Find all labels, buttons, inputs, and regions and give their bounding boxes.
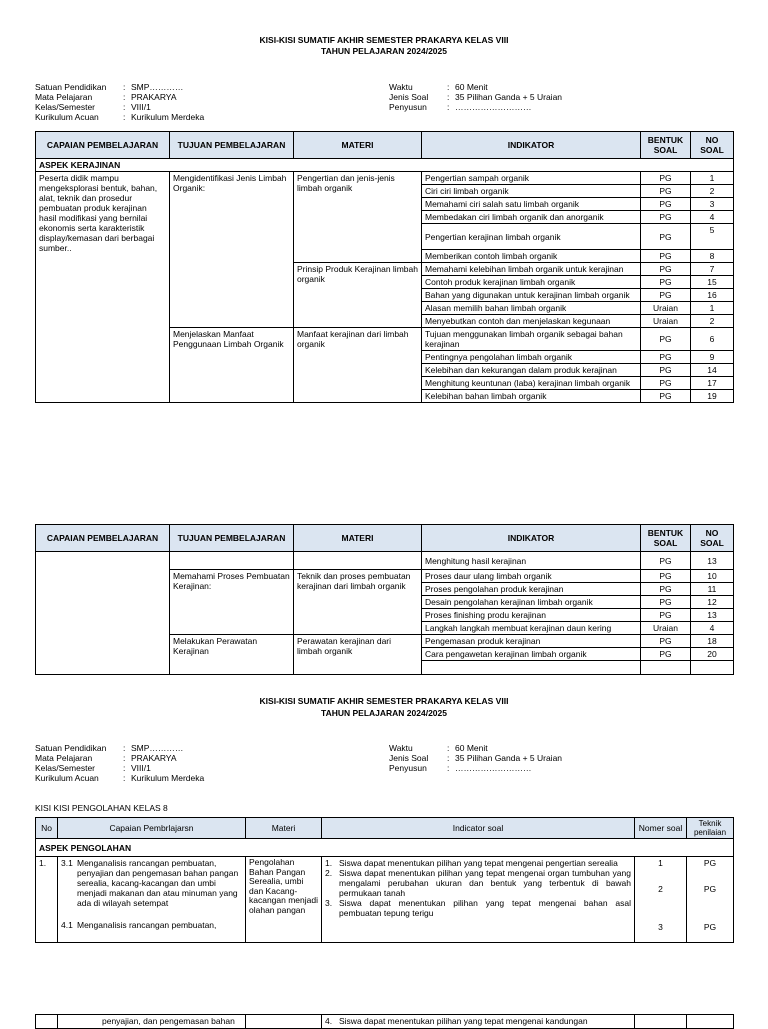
bentuk-cell: PG [641, 377, 691, 390]
materi-cell: Pengertian dan jenis-jenis limbah organik [294, 172, 422, 263]
meta-label: Satuan Pendidikan [35, 743, 107, 753]
indikator-cell: Memahami ciri salah satu limbah organik [422, 198, 641, 211]
indikator-cell: Menyebutkan contoh dan menjelaskan kegunaan [422, 315, 641, 328]
column-header: CAPAIAN PEMBELAJARAN [36, 132, 170, 159]
indikator-cell: Menghitung keuntunan (laba) kerajinan limbah organik [422, 377, 641, 390]
indicator-item: 2. Siswa dapat menentukan pilihan yang tepat mengenai organ tumbuhan yang mengalami perubahan ukuran dan bentuk yang terbentuk di bawah permukaan tanah [325, 868, 631, 898]
no-soal-cell: 1 [691, 172, 734, 185]
column-header: NO SOAL [691, 525, 734, 552]
no-soal-cell: 10 [691, 570, 734, 583]
capaian-cell [36, 552, 170, 675]
meta-value: 35 Pilihan Ganda + 5 Uraian [455, 92, 563, 102]
column-header: TUJUAN PEMBELAJARAN [170, 525, 294, 552]
indikator-cell [422, 661, 641, 675]
column-header: NO SOAL [691, 132, 734, 159]
indikator-cell: Kelebihan bahan limbah organik [422, 390, 641, 403]
nomer-soal-cell [635, 1015, 687, 1029]
section-label: KISI KISI PENGOLAHAN KELAS 8 [35, 803, 168, 813]
capaian-cell [58, 857, 246, 943]
document-title: KISI-KISI SUMATIF AKHIR SEMESTER PRAKARYA KELAS VIII [259, 35, 509, 45]
column-header: Materi [246, 818, 322, 839]
no-soal-cell: 3 [691, 198, 734, 211]
meta-value: ……………………… [455, 102, 532, 112]
meta-left-block: Satuan Pendidikan : SMP………… Mata Pelajaran : PRAKARYA Kelas/Semester : VIII/1 Kurikulum Acuan : Kurikulum Merdeka [35, 743, 205, 783]
meta-label: Kelas/Semester [35, 763, 95, 773]
document-subtitle: TAHUN PELAJARAN 2024/2025 [321, 46, 447, 56]
meta-value: Kurikulum Merdeka [131, 112, 205, 122]
section-heading: ASPEK KERAJINAN [36, 159, 734, 172]
bentuk-cell: PG [641, 390, 691, 403]
row-number [36, 1015, 58, 1029]
kisi-table-pengolahan [35, 817, 734, 943]
bentuk-cell: PG [641, 570, 691, 583]
indikator-cell: Menghitung hasil kerajinan [422, 552, 641, 570]
indikator-cell: Proses finishing produ kerajinan [422, 609, 641, 622]
row-number: 1. [36, 857, 58, 943]
bentuk-cell: Uraian [641, 622, 691, 635]
meta-label: Waktu [389, 743, 413, 753]
materi-cell [246, 1015, 322, 1029]
capaian-cell: penyajian, dan pengemasan bahan [58, 1015, 246, 1029]
no-soal-cell: 2 [691, 185, 734, 198]
no-soal-cell: 14 [691, 364, 734, 377]
no-soal-cell: 5 [691, 224, 734, 250]
indikator-cell: Memahami kelebihan limbah organik untuk kerajinan [422, 263, 641, 276]
indikator-cell: Pentingnya pengolahan limbah organik [422, 351, 641, 364]
bentuk-cell: PG [641, 583, 691, 596]
tujuan-cell: Mengidentifikasi Jenis Limbah Organik: [170, 172, 294, 328]
column-header: Capaian Pembrlajarsn [58, 818, 246, 839]
meta-label: Penyusun [389, 763, 427, 773]
meta-value: ……………………… [455, 763, 532, 773]
column-header: CAPAIAN PEMBELAJARAN [36, 525, 170, 552]
column-header: TUJUAN PEMBELAJARAN [170, 132, 294, 159]
column-header: INDIKATOR [422, 525, 641, 552]
column-header: INDIKATOR [422, 132, 641, 159]
tujuan-cell: Memahami Proses Pembuatan Kerajinan: [170, 570, 294, 635]
indikator-cell: Memberikan contoh limbah organik [422, 250, 641, 263]
kisi-table-kerajinan-continued [35, 524, 734, 675]
indikator-cell: Langkah langkah membuat kerajinan daun kering [422, 622, 641, 635]
meta-right-block: Waktu : 60 Menit Jenis Soal : 35 Pilihan Ganda + 5 Uraian Penyusun : ……………………… [389, 743, 563, 773]
materi-cell: Manfaat kerajinan dari limbah organik [294, 328, 422, 403]
indikator-cell: Ciri ciri limbah organik [422, 185, 641, 198]
bentuk-cell: PG [641, 263, 691, 276]
meta-value: 60 Menit [455, 82, 488, 92]
no-soal-cell: 20 [691, 648, 734, 661]
bentuk-cell: PG [641, 351, 691, 364]
meta-left-block: Satuan Pendidikan : SMP………… Mata Pelajaran : PRAKARYA Kelas/Semester : VIII/1 Kurikulum Acuan : Kurikulum Merdeka [35, 82, 205, 122]
teknik-penilaian-cell: PG PG PG [687, 857, 734, 943]
meta-label: Mata Pelajaran [35, 92, 93, 102]
indikator-cell: Kelebihan dan kekurangan dalam produk kerajinan [422, 364, 641, 377]
meta-label: Satuan Pendidikan [35, 82, 107, 92]
no-soal-cell: 19 [691, 390, 734, 403]
indikator-cell: Cara pengawetan kerajinan limbah organik [422, 648, 641, 661]
indicator-cell: 4. Siswa dapat menentukan pilihan yang tepat mengenai kandungan [322, 1015, 635, 1029]
bentuk-cell: PG [641, 289, 691, 302]
cp-number: 3.1 [61, 858, 73, 868]
bentuk-cell: PG [641, 198, 691, 211]
no-soal-cell: 15 [691, 276, 734, 289]
column-header: Nomer soal [635, 818, 687, 839]
indicator-item: 3. Siswa dapat menentukan pilihan yang tepat mengenai bahan asal pembuatan tepung terigu [325, 898, 631, 918]
kisi-table-pengolahan-continued [35, 1014, 734, 1029]
bentuk-cell [641, 661, 691, 675]
indikator-cell: Membedakan ciri limbah organik dan anorganik [422, 211, 641, 224]
bentuk-cell: PG [641, 276, 691, 289]
nomer-soal-cell: 1 2 3 [635, 857, 687, 943]
bentuk-cell: PG [641, 364, 691, 377]
column-header: BENTUK SOAL [641, 132, 691, 159]
meta-value: 60 Menit [455, 743, 488, 753]
indicator-cell [322, 857, 635, 943]
meta-right-block: Waktu : 60 Menit Jenis Soal : 35 Pilihan Ganda + 5 Uraian Penyusun : ……………………… [389, 82, 563, 112]
tujuan-cell: Menjelaskan Manfaat Penggunaan Limbah Organik [170, 328, 294, 403]
indikator-cell: Pengertian sampah organik [422, 172, 641, 185]
meta-label: Kelas/Semester [35, 102, 95, 112]
column-header: No [36, 818, 58, 839]
tujuan-cell: Melakukan Perawatan Kerajinan [170, 635, 294, 675]
no-soal-cell: 7 [691, 263, 734, 276]
column-header: Indicator soal [322, 818, 635, 839]
bentuk-cell: PG [641, 328, 691, 351]
materi-cell: Prinsip Produk Kerajinan limbah organik [294, 263, 422, 328]
bentuk-cell: PG [641, 172, 691, 185]
materi-cell: Teknik dan proses pembuatan kerajinan dari limbah organik [294, 570, 422, 635]
indikator-cell: Pengertian kerajinan limbah organik [422, 224, 641, 250]
meta-value: SMP………… [131, 82, 184, 92]
teknik-penilaian-cell [687, 1015, 734, 1029]
document-title: KISI-KISI SUMATIF AKHIR SEMESTER PRAKARYA KELAS VIII [259, 696, 509, 706]
no-soal-cell: 6 [691, 328, 734, 351]
indikator-cell: Tujuan menggunakan limbah organik sebagai bahan kerajinan [422, 328, 641, 351]
meta-label: Kurikulum Acuan [35, 773, 99, 783]
meta-value: PRAKARYA [131, 92, 177, 102]
meta-label: Jenis Soal [389, 753, 429, 763]
section-heading: ASPEK PENGOLAHAN [36, 839, 734, 857]
no-soal-cell: 2 [691, 315, 734, 328]
indikator-cell: Desain pengolahan kerajinan limbah organik [422, 596, 641, 609]
indikator-cell: Pengemasan produk kerajinan [422, 635, 641, 648]
no-soal-cell [691, 661, 734, 675]
indikator-cell: Bahan yang digunakan untuk kerajinan limbah organik [422, 289, 641, 302]
meta-label: Penyusun [389, 102, 427, 112]
capaian-cell: Peserta didik mampu mengeksplorasi bentuk, bahan, alat, teknik dan prosedur pembuatan produk kerajinan hasil modifikasi yang bernilai ekonomis serta karakteristik display/kemasan dari berbagai sumber.. [36, 172, 170, 403]
no-soal-cell: 8 [691, 250, 734, 263]
bentuk-cell: PG [641, 224, 691, 250]
bentuk-cell: Uraian [641, 302, 691, 315]
no-soal-cell: 9 [691, 351, 734, 364]
indikator-cell: Proses daur ulang limbah organik [422, 570, 641, 583]
column-header: BENTUK SOAL [641, 525, 691, 552]
no-soal-cell: 4 [691, 211, 734, 224]
no-soal-cell: 4 [691, 622, 734, 635]
indicator-item: 1. Siswa dapat menentukan pilihan yang tepat mengenai pengertian serealia [325, 858, 618, 868]
bentuk-cell: PG [641, 609, 691, 622]
bentuk-cell: PG [641, 648, 691, 661]
meta-label: Kurikulum Acuan [35, 112, 99, 122]
bentuk-cell: PG [641, 635, 691, 648]
meta-value: Kurikulum Merdeka [131, 773, 205, 783]
meta-label: Mata Pelajaran [35, 753, 93, 763]
materi-cell: Pengolahan Bahan Pangan Serealia, umbi dan Kacang-kacangan menjadi olahan pangan [246, 857, 322, 943]
meta-value: VIII/1 [131, 763, 151, 773]
tujuan-cell [170, 552, 294, 570]
indikator-cell: Proses pengolahan produk kerajinan [422, 583, 641, 596]
column-header: MATERI [294, 525, 422, 552]
kisi-table-kerajinan [35, 131, 734, 403]
cp-number: 4.1 [61, 920, 73, 930]
meta-label: Waktu [389, 82, 413, 92]
no-soal-cell: 18 [691, 635, 734, 648]
meta-value: PRAKARYA [131, 753, 177, 763]
meta-value: 35 Pilihan Ganda + 5 Uraian [455, 753, 563, 763]
meta-value: VIII/1 [131, 102, 151, 112]
materi-cell: Perawatan kerajinan dari limbah organik [294, 635, 422, 675]
bentuk-cell: PG [641, 185, 691, 198]
no-soal-cell: 1 [691, 302, 734, 315]
no-soal-cell: 17 [691, 377, 734, 390]
bentuk-cell: PG [641, 250, 691, 263]
indikator-cell: Alasan memilih bahan limbah organik [422, 302, 641, 315]
no-soal-cell: 11 [691, 583, 734, 596]
cp-text: Menganalisis rancangan pembuatan, penyajian dan pengemasan bahan pangan serealia, kacang-kacangan dan umbi menjadi makanan dan atau minuman yang ada di wilayah setempat [77, 858, 239, 908]
document-subtitle: TAHUN PELAJARAN 2024/2025 [321, 708, 447, 718]
no-soal-cell: 16 [691, 289, 734, 302]
column-header: Teknik penilaian [687, 818, 734, 839]
bentuk-cell: PG [641, 552, 691, 570]
meta-value: SMP………… [131, 743, 184, 753]
no-soal-cell: 13 [691, 609, 734, 622]
bentuk-cell: Uraian [641, 315, 691, 328]
indikator-cell: Contoh produk kerajinan limbah organik [422, 276, 641, 289]
no-soal-cell: 12 [691, 596, 734, 609]
column-header: MATERI [294, 132, 422, 159]
meta-label: Jenis Soal [389, 92, 429, 102]
bentuk-cell: PG [641, 596, 691, 609]
no-soal-cell: 13 [691, 552, 734, 570]
materi-cell [294, 552, 422, 570]
cp-text: Menganalisis rancangan pembuatan, [77, 920, 217, 930]
bentuk-cell: PG [641, 211, 691, 224]
